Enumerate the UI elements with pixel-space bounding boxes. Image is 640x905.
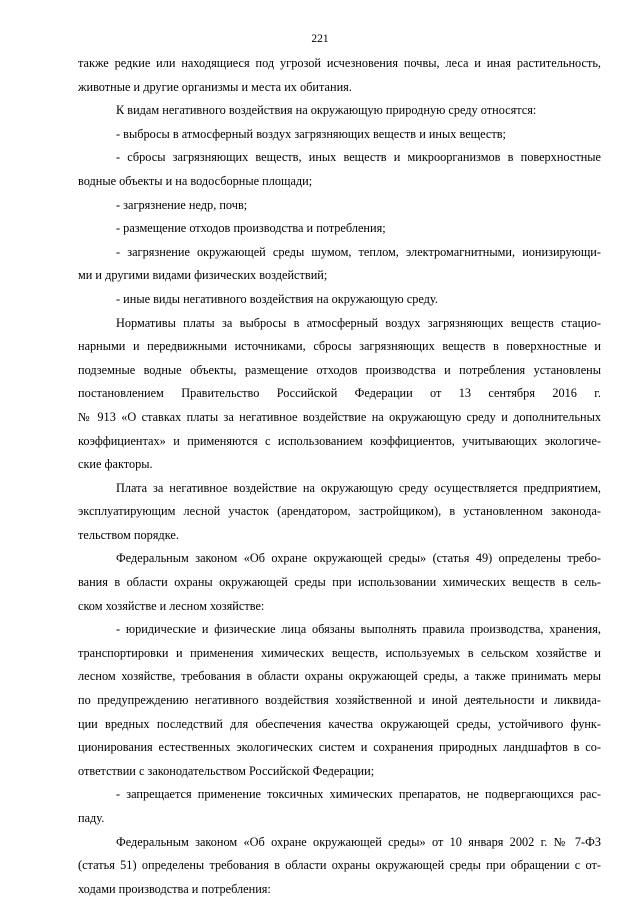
text-line: - иные виды негативного воздействия на окружающую среду. bbox=[116, 291, 438, 306]
text-line: ционирования естественных экологических систем и сохранения природных ландшафтов в со- bbox=[78, 740, 601, 755]
text-line: также редкие или находящиеся под угрозой исчезновения почвы, леса и иная растительность, bbox=[78, 56, 601, 70]
text-line: - юридические и физические лица обязаны выполнять правила производства, хранения, bbox=[116, 622, 601, 637]
text-line: подземные водные объекты, размещение отходов производства и потребления установлены bbox=[78, 362, 601, 377]
text-line: эксплуатирующим лесной участок (арендатором, застройщиком), в установленном законода- bbox=[78, 504, 601, 519]
text-line: Плата за негативное воздействие на окружающую среду осуществляется предприятием, bbox=[116, 480, 601, 495]
page-number: 221 bbox=[311, 33, 329, 45]
text-line: К видам негативного воздействия на окружающую природную среду относятся: bbox=[116, 103, 537, 118]
text-line: Федеральным законом «Об охране окружающей среды» (статья 49) определены требо- bbox=[116, 551, 601, 566]
text-line: - сбросы загрязняющих веществ, иных веществ и микроорганизмов в поверхностные bbox=[116, 150, 601, 165]
text-line: - размещение отходов производства и потребления; bbox=[116, 221, 386, 236]
text-line: коэффициентах» и применяются с использованием коэффициентов, учитывающих экологиче- bbox=[78, 433, 601, 448]
text-line: ские факторы. bbox=[78, 457, 153, 472]
text-line: Нормативы платы за выбросы в атмосферный воздух загрязняющих веществ стацио- bbox=[116, 315, 601, 330]
text-line: вания в области охраны окружающей среды при использовании химических веществ в сель- bbox=[78, 575, 601, 590]
text-line: лесном хозяйстве, требования в области охраны окружающей среды, а также принимать меры bbox=[78, 669, 601, 684]
text-line: ции вредных последствий для обеспечения качества окружающей среды, устойчивого функ- bbox=[78, 716, 601, 731]
text-line: ском хозяйстве и лесном хозяйстве: bbox=[78, 598, 265, 613]
text-line: водные объекты и на водосборные площади; bbox=[78, 173, 313, 188]
text-line: - запрещается применение токсичных химических препаратов, не подвергающихся рас- bbox=[116, 787, 601, 802]
text-line: тельством порядке. bbox=[78, 527, 179, 542]
text-line: (статья 51) определены требования в области охраны окружающей среды при обращении с от- bbox=[78, 858, 601, 873]
text-line: животные и другие организмы и места их обитания. bbox=[78, 79, 352, 94]
text-line: постановлением Правительство Российской Федерации от 13 сентября 2016 г. bbox=[78, 386, 601, 401]
text-line: № 913 «О ставках платы за негативное воздействие на окружающую среду и дополнительных bbox=[78, 409, 601, 424]
document-body bbox=[78, 52, 601, 901]
text-line: - выбросы в атмосферный воздух загрязняющих веществ и иных веществ; bbox=[116, 126, 506, 141]
text-line: ми и другими видами физических воздействий; bbox=[78, 268, 328, 283]
text-line: ответствии с законодательством Российской Федерации; bbox=[78, 763, 375, 778]
text-line: нарными и передвижными источниками, сбросы загрязняющих веществ в поверхностные и bbox=[78, 339, 601, 354]
text-line: - загрязнение недр, почв; bbox=[116, 197, 248, 212]
text-line: Федеральным законом «Об охране окружающей среды» от 10 января 2002 г. № 7-ФЗ bbox=[116, 834, 601, 849]
text-line: по предупреждению негативного воздействия хозяйственной и иной деятельности и ликвида- bbox=[78, 693, 601, 708]
text-line: ходами производства и потребления: bbox=[78, 881, 271, 896]
text-line: - загрязнение окружающей среды шумом, теплом, электромагнитными, ионизирующи- bbox=[116, 244, 601, 259]
text-line: транспортировки и применения химических веществ, используемых в сельском хозяйстве и bbox=[78, 645, 601, 660]
text-line: паду. bbox=[78, 811, 105, 825]
